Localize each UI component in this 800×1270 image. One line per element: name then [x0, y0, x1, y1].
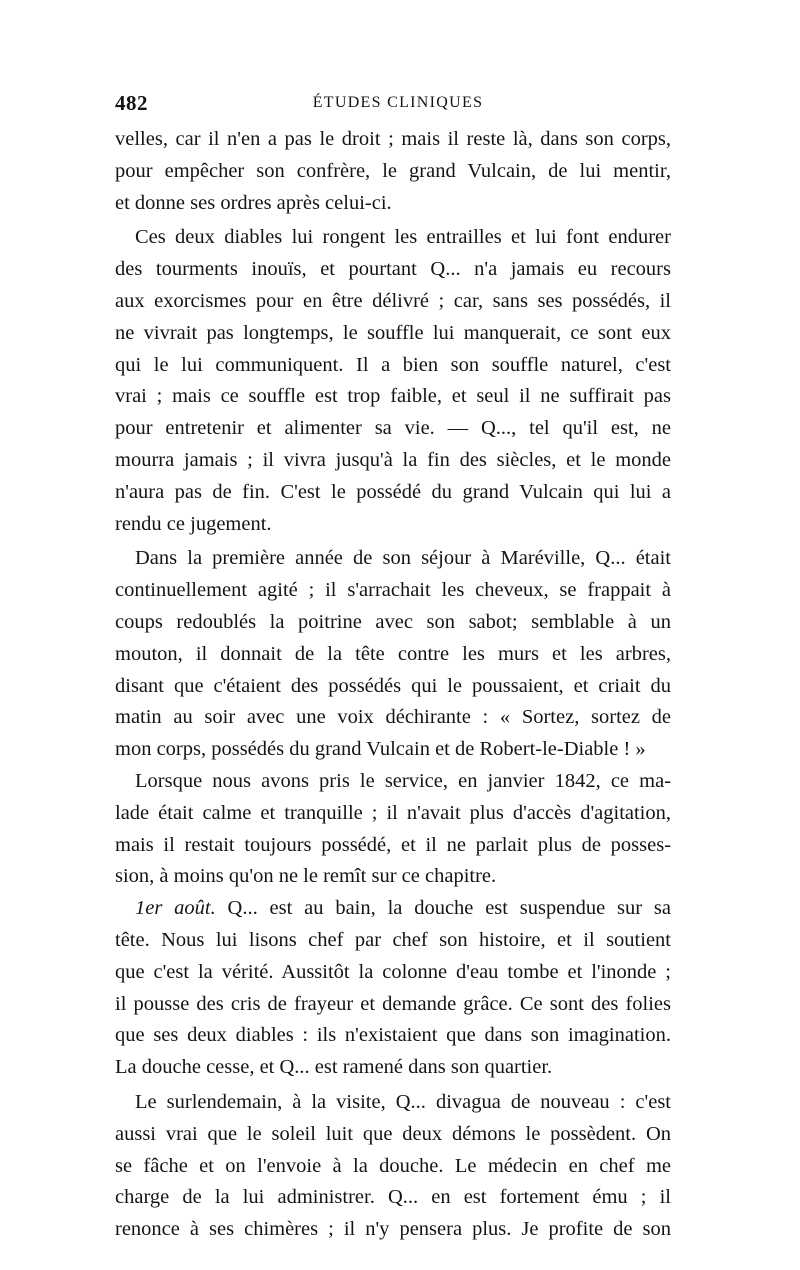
text-line [115, 893, 671, 925]
date-label: 1er août. [135, 897, 216, 920]
text-line: ne vivrait pas longtemps, le souffle lui manquerait, ce sont eux [115, 321, 671, 344]
text-line: lade était calme et tranquille ; il n'avait plus d'accès d'agitation, [115, 801, 671, 824]
text-line: coups redoublés la poitrine avec son sabot; semblable à un [115, 610, 671, 633]
text-line: Le surlendemain, à la visite, Q... divagua de nouveau : c'est [135, 1090, 671, 1113]
text-line: sion, à moins qu'on ne le remît sur ce chapitre. [115, 865, 497, 888]
text-line: velles, car il n'en a pas le droit ; mais il reste là, dans son corps, [115, 128, 671, 150]
text-line: Dans la première année de son séjour à Maréville, Q... était [135, 547, 671, 570]
text-line: aux exorcismes pour en être délivré ; car, sans ses possédés, il [115, 289, 671, 312]
text-line: charge de la lui administrer. Q... en est fortement ému ; il [115, 1186, 671, 1209]
text-line: mais il restait toujours possédé, et il ne parlait plus de posses- [115, 833, 671, 856]
text-line: continuellement agité ; il s'arrachait les cheveux, se frappait à [115, 579, 671, 602]
paragraph [115, 222, 671, 540]
text-line: renonce à ses chimères ; il n'y pensera plus. Je profite de son [115, 1218, 671, 1241]
paragraph [115, 1087, 671, 1246]
text-line: qui le lui communiquent. Il a bien son souffle naturel, c'est [115, 353, 671, 376]
text-line: des tourments inouïs, et pourtant Q... n'a jamais eu recours [115, 258, 671, 281]
text-line: mouton, il donnait de la tête contre les murs et les arbres, [115, 642, 671, 665]
text-line: pour entretenir et alimenter sa vie. — Q..., tel qu'il est, ne [115, 417, 671, 440]
text-line: vrai ; mais ce souffle est trop faible, et seul il ne suffirait pas [115, 385, 671, 408]
text-line: mon corps, possédés du grand Vulcain et de Robert-le-Diable ! » [115, 738, 646, 761]
text-line: Lorsque nous avons pris le service, en janvier 1842, ce ma- [135, 769, 671, 792]
text-line: matin au soir avec une voix déchirante : « Sortez, sortez de [115, 706, 671, 729]
paragraph [115, 893, 671, 1084]
running-title: ÉTUDES CLINIQUES [312, 94, 484, 111]
text-line: que c'est la vérité. Aussitôt la colonne d'eau tombe et l'inonde ; [115, 960, 671, 983]
text-line: se fâche et on l'envoie à la douche. Le médecin en chef me [115, 1154, 671, 1177]
text-line: pour empêcher son confrère, le grand Vulcain, de lui mentir, [115, 159, 671, 182]
text-line: Ces deux diables lui rongent les entrailles et lui font endurer [135, 226, 671, 249]
text-line: aussi vrai que le soleil luit que deux démons le possèdent. On [115, 1122, 671, 1145]
running-head [115, 91, 671, 119]
text-span: Q... est au bain, la douche est suspendue sur sa [215, 897, 671, 920]
paragraph [115, 124, 671, 219]
text-line: La douche cesse, et Q... est ramené dans son quartier. [115, 1056, 553, 1079]
text-line: tête. Nous lui lisons chef par chef son histoire, et il soutient [115, 928, 671, 951]
text-line: et donne ses ordres après celui-ci. [115, 191, 392, 214]
paragraph [115, 766, 671, 893]
text-line: n'aura pas de fin. C'est le possédé du grand Vulcain qui lui a [115, 480, 671, 503]
text-line: il pousse des cris de frayeur et demande grâce. Ce sont des folies [115, 992, 671, 1015]
text-line: disant que c'étaient des possédés qui le poussaient, et criait du [115, 674, 671, 697]
body-text [115, 124, 671, 1246]
text-line: rendu ce jugement. [115, 512, 272, 535]
paragraph [115, 543, 671, 766]
page-number: 482 [115, 91, 148, 115]
text-line: mourra jamais ; il vivra jusqu'à la fin des siècles, et le monde [115, 448, 671, 471]
text-line: que ses deux diables : ils n'existaient que dans son imagination. [115, 1024, 671, 1047]
